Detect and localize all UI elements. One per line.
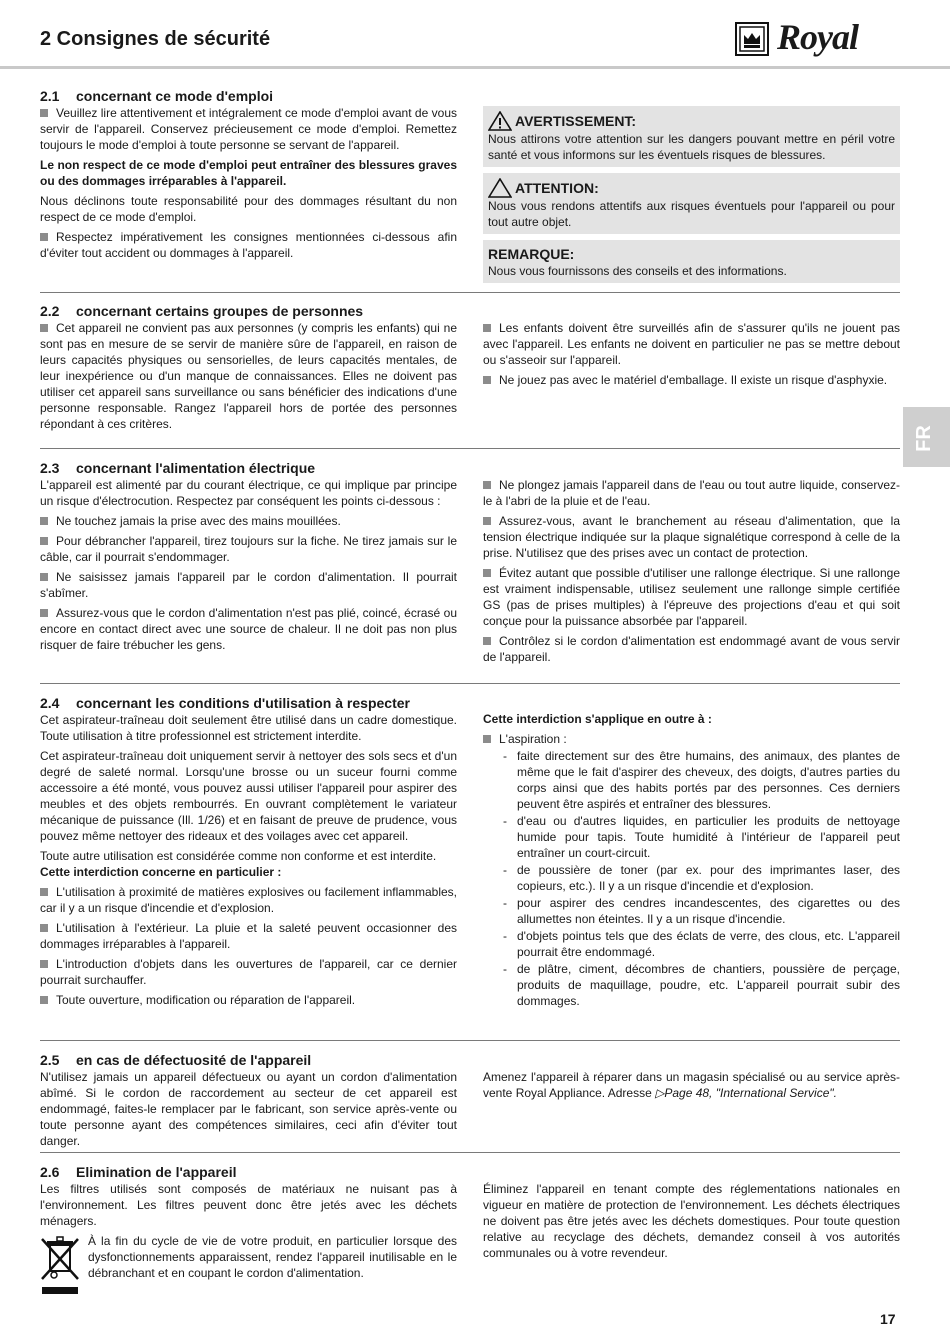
list-item: - de poussière de toner (par ex. pour des imprimantes laser, des copieurs, etc.). Il y a un risque d'incendie et d'explosion. [503,862,900,894]
paragraph: Ne jouez pas avec le matériel d'emballage. Il existe un risque d'asphyxie. [483,372,900,388]
warning-title: AVERTISSEMENT: [515,113,637,129]
crown-icon [735,22,769,56]
attention-text: Nous vous rendons attentifs aux risques éventuels pour l'appareil ou pour tout autre objet. [488,199,895,229]
section-heading: 2.3 concernant l'alimentation électrique [40,460,316,476]
list-item: - d'eau ou d'autres liquides, en particulier les produits de nettoyage humide pour tapis. Toute humidité à l'intérieur de l'appareil peut entraîner un court-circuit. [503,813,900,861]
paragraph: L'aspiration : [483,731,900,747]
paragraph: Ne saisissez jamais l'appareil par le cordon d'alimentation. Il pourrait s'abîmer. [40,570,457,600]
list-item: - faite directement sur des être humains, des animaux, des plantes de même que le fait d'aspirer des cheveux, des doigts, d'autres parties du corps ainsi que des habits portés par des personnes. Ces derniers peuvent être aspirés et entraîner des blessures. [503,748,900,812]
section-heading: 2.4 concernant les conditions d'utilisation à respecter [40,695,410,711]
list-item: - de plâtre, ciment, décombres de chantiers, poussière de perçage, produits de maquillage, poudre, etc. L'appareil pourrait subir des dommages. [503,961,900,1009]
chapter-title: 2 Consignes de sécurité [40,28,271,50]
crossed-bin-icon [40,1235,82,1295]
section-divider [40,1152,900,1153]
list-item: - pour aspirer des cendres incandescentes, des cigarettes ou des allumettes non éteintes. Il y a un risque d'incendie. [503,895,900,927]
paragraph: Cette interdiction concerne en particulier : [40,865,282,879]
paragraph: Ne plongez jamais l'appareil dans de l'eau ou tout autre liquide, conservez-le à l'abri de la pluie et de l'eau. [483,478,900,508]
warning-box [483,106,900,167]
section-heading: 2.1 concernant ce mode d'emploi [40,88,274,104]
note-title: REMARQUE: [488,246,575,262]
warning-text: Nous attirons votre attention sur les dangers pouvant mettre en péril votre santé et vous informons sur les éventuels risques de blessures. [488,132,895,162]
paragraph: Respectez impérativement les consignes mentionnées ci-dessous afin d'éviter tout accident ou dommages à l'appareil. [40,230,457,260]
paragraph: Cette interdiction s'applique en outre à : [483,712,712,726]
language-tab-label: FR [912,425,935,452]
paragraph: Éliminez l'appareil en tenant compte des réglementations nationales en vigueur en matière de protection de l'environnement. Les déchets électriques ne doivent pas être jetés avec les déchets domestiques. Pour toute question relative au recyclage des déchets, demandez conseil à vos autorités communales ou à votre revendeur. [483,1182,900,1260]
list-item: - d'objets pointus tels que des éclats de verre, des clous, etc. L'appareil pourrait être endommagé. [503,928,900,960]
paragraph: Assurez-vous, avant le branchement au réseau d'alimentation, que la tension électrique indiquée sur la plaque signalétique correspond à celle de la prise. N'utilisez que des prises avec un contact de protection. [483,514,900,560]
paragraph: Cet aspirateur-traîneau doit uniquement servir à nettoyer des sols secs et d'un degré de saleté normal. Lorsqu'une brosse ou un suceur fourni comme accessoire a été monté, vous pouvez aussi utiliser l'appareil pour aspirer des meubles et des objets rembourrés. En ouvrant complètement le variateur mécanique de puissance (Ill. 1/26) et en faisant de preuve de prudence, vous pouvez même nettoyer des rideaux et des voilages avec cet appareil. [40,749,457,843]
paragraph: Amenez l'appareil à réparer dans un magasin spécialisé ou au service après-vente Royal Appliance. Adresse ▷Page 48, "International Service". [483,1070,900,1100]
paragraph: Nous déclinons toute responsabilité pour des dommages résultant du non respect de ce mode d'emploi. [40,194,457,224]
section-heading: 2.6 Elimination de l'appareil [40,1164,237,1180]
header-rule [0,66,950,69]
paragraph: L'utilisation à proximité de matières explosives ou facilement inflammables, car il y a un risque d'incendie et d'explosion. [40,885,457,915]
section-divider [40,683,900,684]
paragraph: Pour débrancher l'appareil, tirez toujours sur la fiche. Ne tirez jamais sur le câble, car il pourrait s'endommager. [40,534,457,564]
paragraph: Évitez autant que possible d'utiliser une rallonge électrique. Si une rallonge est vraiment indispensable, utilisez seulement une rallonge simple certifiée GS (pas de prises multiples) à l'épreuve des projections d'eau et qui soit conçue pour la puissance absorbée par l'appareil. [483,566,900,628]
caution-triangle-icon [488,178,512,198]
paragraph: À la fin du cycle de vie de votre produit, en particulier lorsque des dysfonctionnements apparaissent, rendez l'appareil inutilisable en le débranchant et en coupant le cordon d'alimentation. [88,1234,457,1280]
paragraph: Veuillez lire attentivement et intégralement ce mode d'emploi avant de vous servir de l'appareil. Conservez précieusement ce mode d'emploi. Remettez toujours le mode d'emploi à toute personne se servant de l'appareil. [40,106,457,152]
section-divider [40,1040,900,1041]
paragraph: N'utilisez jamais un appareil défectueux ou ayant un cordon d'alimentation abîmé. Si le cordon de raccordement au secteur de cet appareil est endommagé, faites-le remplacer par le fabricant, son service après-vente ou toute personne ayant des compétences similaires, ceci afin d'éviter tout danger. [40,1070,457,1148]
section-divider [40,448,900,449]
paragraph: L'appareil est alimenté par du courant électrique, ce qui implique par principe un risque d'électrocution. Respectez par conséquent les points ci-dessous : [40,478,457,508]
page-reference-link[interactable]: ▷Page 48, "International Service". [655,1086,837,1100]
attention-box [483,173,900,234]
section-heading: 2.5 en cas de défectuosité de l'appareil [40,1052,312,1068]
language-tab [903,407,950,467]
warning-triangle-icon [488,111,512,131]
paragraph: L'introduction d'objets dans les ouvertures de l'appareil, car ce dernier pourrait surchauffer. [40,957,457,987]
brand-wordmark: Royal [777,17,858,57]
paragraph: Ne touchez jamais la prise avec des mains mouillées. [40,513,457,529]
paragraph: Toute autre utilisation est considérée comme non conforme et est interdite. [40,849,437,863]
royal-logo [735,17,905,58]
paragraph: Les filtres utilisés sont composés de matériaux ne nuisant pas à l'environnement. Les filtres peuvent donc être jetés avec les déchets ménagers. [40,1182,457,1228]
section-divider [40,292,900,293]
page-header [0,0,950,68]
page-number: 17 [880,1311,896,1327]
paragraph: Contrôlez si le cordon d'alimentation est endommagé avant de vous servir de l'appareil. [483,634,900,664]
paragraph: Toute ouverture, modification ou réparation de l'appareil. [40,992,457,1008]
paragraph: Cet appareil ne convient pas aux personnes (y compris les enfants) qui ne sont pas en mesure de se servir de manière sûre de l'appareil, en raison de leurs capacités physiques ou sensorielles, de leurs capacités mentales, de leur inexpérience ou d'un manque de connaissances. Elles ne doivent pas utiliser cet appareil sans surveillance ou sans bénéficier des indications d'une personne responsable. Rangez l'appareil hors de portée des personnes répondant à ces critères. [40,321,457,431]
paragraph: Le non respect de ce mode d'emploi peut entraîner des blessures graves ou des dommages irréparables à l'appareil. [40,158,457,188]
paragraph: Assurez-vous que le cordon d'alimentation n'est pas plié, coincé, écrasé ou encore en contact direct avec une source de chaleur. Il ne doit pas non plus risquer de faire trébucher les gens. [40,606,457,652]
paragraph: Les enfants doivent être surveillés afin de s'assurer qu'ils ne jouent pas avec l'appareil. Les enfants ne doivent en particulier ne pas se mettre debout ou s'asseoir sur l'appareil. [483,321,900,367]
note-text: Nous vous fournissons des conseils et des informations. [488,264,787,278]
note-box [483,240,900,283]
section-heading: 2.2 concernant certains groupes de personnes [40,303,364,319]
attention-title: ATTENTION: [515,180,599,196]
paragraph: L'utilisation à l'extérieur. La pluie et la saleté peuvent occasionner des dommages irréparables à l'appareil. [40,921,457,951]
paragraph: Cet aspirateur-traîneau doit seulement être utilisé dans un cadre domestique. Toute utilisation à titre professionnel est strictement interdite. [40,713,457,743]
